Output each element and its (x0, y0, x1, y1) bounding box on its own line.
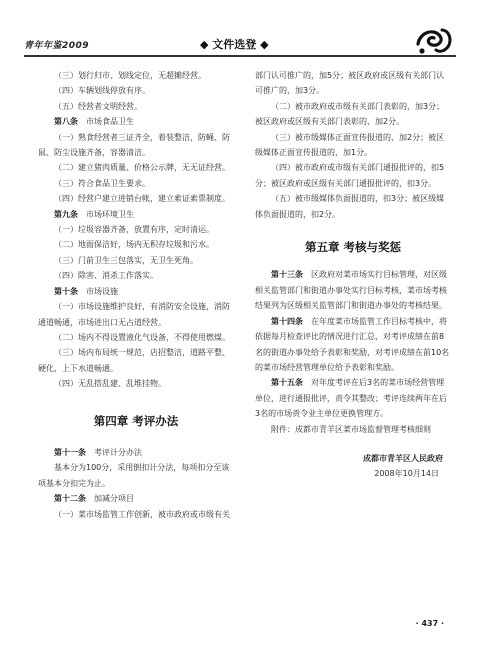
body-paragraph: （三）被市级媒体正面宣传报道的，加2分；被区级媒体正面宣传报道的，加1分。 (255, 132, 445, 158)
body-paragraph: 基本分为100分，采用倒扣计分法，每项扣分至该项基本分扣完为止。 (38, 463, 230, 488)
page-header (24, 36, 456, 54)
article-number: 第十五条 (271, 378, 303, 388)
body-paragraph: 附件：成都市青羊区菜市场监督管理考核细则 (271, 424, 431, 434)
body-paragraph: （三）划行归市、划线定位，无超摊经营。 (54, 71, 206, 80)
body-paragraph: （三）符合食品卫生要求。 (54, 178, 150, 188)
body-paragraph: （二）地面保洁好，场内无积存垃圾和污水。 (54, 240, 214, 250)
page-number: · 437 · (415, 619, 444, 628)
issue-date: 2008年10月14日 (374, 469, 439, 479)
article-paragraph (38, 491, 234, 506)
body-paragraph: （五）被市级媒体负面报道的，扣3分；被区级媒体负面报道的，扣2分。 (255, 194, 445, 219)
article-number: 第十三条 (271, 270, 303, 280)
chapter-heading: 第四章 考评办法 (93, 413, 179, 428)
body-paragraph: （一）垃圾容器齐备，放置有序，定时清运。 (54, 225, 214, 235)
header-rule (24, 55, 456, 57)
body-paragraph: （四）无乱搭乱建、乱堆挂物。 (54, 379, 166, 389)
body-paragraph: （三）场内布局统一规范，店招整洁，道路平整、硬化，上下水道畅通。 (38, 348, 230, 373)
article-text: 对年度考评在后3名的菜市场经营管理单位，进行通报批评，责令其整改；考评连续两年在后3名的市场责令业主单位更换管理方。 (255, 378, 447, 419)
article-text: 考评计分办法 (94, 447, 142, 457)
article-text: 在年度菜市场监管工作目标考核中，将依据每月检查评比的情况进行汇总，对考评成绩在前8名的街道办事处给予表彰和奖励，对考评成绩在前10名的菜市场经营管理单位给予表彰和奖励。 (255, 316, 450, 372)
article-number: 第十一条 (54, 447, 86, 457)
body-paragraph: （一）市场设施维护良好，有消防安全设施，消防通道畅通，市场进出口无占道经营。 (38, 302, 230, 327)
article-paragraph (255, 314, 451, 376)
body-paragraph: （二）场内不得设置液化气设备，不得使用燃煤。 (54, 332, 230, 342)
body-paragraph: （四）除害、消杀工作落实。 (54, 271, 158, 281)
article-number: 第十条 (54, 286, 78, 296)
article-text: 区政府对菜市场实行目标管理，对区级相关监管部门和街道办事处实行目标考核，菜市场考核结果列为区级相关监管部门和街道办事处的考核结果。 (255, 270, 447, 311)
chapter-heading: 第五章 考核与奖惩 (304, 240, 401, 255)
article-number: 第十二条 (54, 494, 86, 504)
article-text: 市场环境卫生 (86, 209, 134, 219)
left-column (38, 68, 234, 522)
body-paragraph: （四）被市政府或市级有关部门通报批评的，扣5分；被区政府或区级有关部门通报批评的，扣3分。 (255, 163, 445, 188)
article-paragraph (255, 375, 451, 421)
yearbook-title: 青年年鉴2009 (24, 41, 90, 51)
article-number: 第十四条 (271, 316, 303, 326)
body-paragraph: （二）建立猪肉质量、价格公示牌，无无证经营。 (54, 163, 230, 173)
article-paragraph (38, 207, 234, 222)
article-text: 加减分项目 (94, 494, 134, 504)
body-paragraph: （五）经营者文明经营。 (54, 101, 142, 111)
body-paragraph: （四）车辆划线停放有序。 (54, 86, 150, 96)
article-number: 第九条 (54, 209, 78, 219)
article-text: 市场设施 (86, 286, 118, 296)
article-paragraph (38, 445, 234, 460)
article-paragraph (38, 284, 234, 299)
right-column (255, 68, 451, 482)
body-paragraph: 部门认可推广的，加5分；被区政府或区级有关部门认可推广的，加3分。 (255, 71, 445, 96)
issuer-signature: 成都市青羊区人民政府 (363, 453, 443, 463)
article-paragraph (38, 114, 234, 129)
article-paragraph (255, 267, 451, 313)
section-title: ◆ 文件选登 ◆ (200, 38, 269, 51)
body-paragraph: （一）菜市场监管工作创新，被市政府或市级有关 (54, 509, 230, 519)
body-paragraph: （三）门前卫生三包落实，无卫生死角。 (54, 255, 198, 265)
article-text: 市场食品卫生 (86, 117, 134, 127)
yearbook-logo-icon (414, 24, 454, 58)
body-paragraph: （二）被市政府或市级有关部门表彰的，加3分；被区政府或区级有关部门表彰的，加2分。 (255, 101, 445, 127)
body-paragraph: （四）经营户建立进销台帐，建立索证索票制度。 (54, 194, 230, 204)
article-number: 第八条 (54, 117, 78, 127)
body-paragraph: （一）熟食经营者三证齐全，着装整洁，防蝇、防鼠、防尘设施齐备，容器清洁。 (38, 132, 230, 158)
